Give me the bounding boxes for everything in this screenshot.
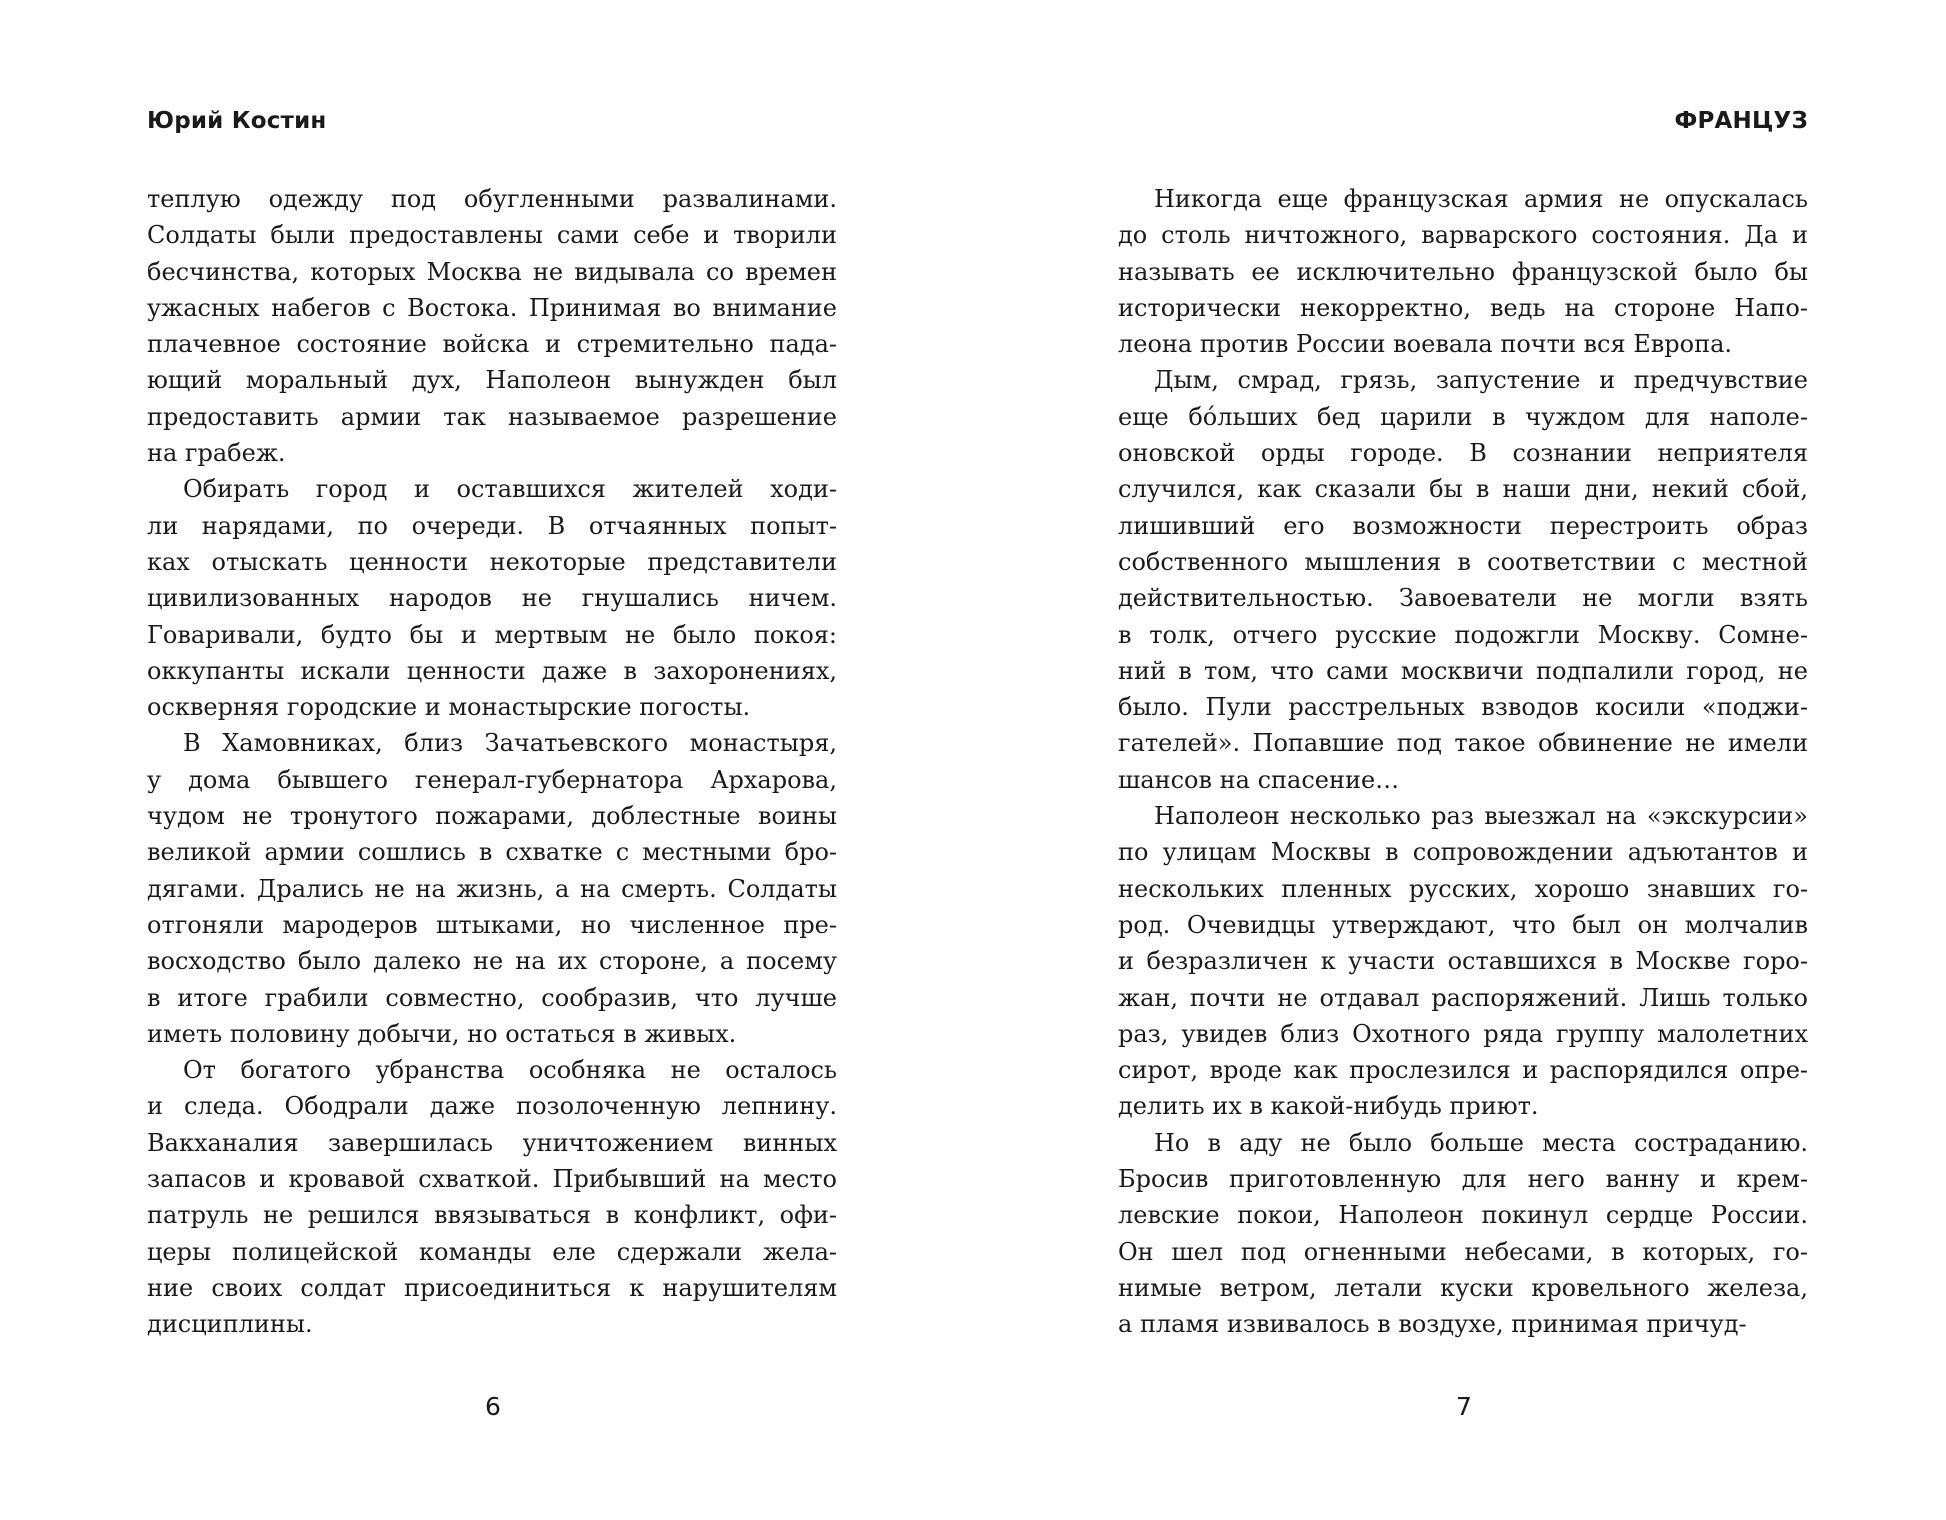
text-line: ющий моральный дух, Наполеон вынужден был <box>147 366 837 395</box>
paragraph <box>1118 1125 1808 1343</box>
text-line: Вакханалия завершилась уничтожением винных <box>147 1128 837 1157</box>
text-line: делить их в какой-нибудь приют. <box>1118 1092 1539 1121</box>
text-line: оновской орды городе. В сознании неприятеля <box>1118 439 1808 468</box>
text-line: жан, почти не отдавал распоряжений. Лишь только <box>1118 983 1808 1012</box>
text-line: предоставить армии так называемое разрешение <box>147 402 837 431</box>
text-line: собственного мышления в соответствии с местной <box>1118 547 1808 576</box>
text-line: нескольких пленных русских, хорошо знавших го- <box>1118 874 1808 903</box>
text-line: Но в аду не было больше места состраданию. <box>1154 1128 1808 1157</box>
text-line: было. Пули расстрельных взводов косили «поджи- <box>1118 693 1808 722</box>
paragraph <box>147 725 837 1052</box>
text-line: оккупанты искали ценности даже в захоронениях, <box>147 656 837 685</box>
text-line: и следа. Ободрали даже позолоченную лепнину. <box>147 1092 837 1121</box>
text-line: цивилизованных народов не гнушались ничем. <box>147 584 837 613</box>
paragraph <box>147 471 837 725</box>
text-line: Говаривали, будто бы и мертвым не было покоя: <box>147 620 837 649</box>
text-line: ках отыскать ценности некоторые представители <box>147 547 837 576</box>
text-line: нимые ветром, летали куски кровельного железа, <box>1118 1273 1808 1302</box>
left-text-block <box>147 181 837 1343</box>
text-line: ний в том, что сами москвичи подпалили город, не <box>1118 656 1808 685</box>
text-line: Солдаты были предоставлены сами себе и творили <box>147 221 837 250</box>
text-line: по улицам Москвы в сопровождении адъютантов и <box>1118 838 1808 867</box>
left-page <box>147 0 837 1520</box>
text-line: Наполеон несколько раз выезжал на «экскурсии» <box>1154 802 1808 831</box>
text-line: великой армии сошлись в схватке с местными бро- <box>147 838 837 867</box>
text-line: ние своих солдат присоединиться к нарушителям <box>147 1273 837 1302</box>
running-head-author: Юрий Костин <box>147 108 327 134</box>
text-line: сирот, вроде как прослезился и распорядился опре- <box>1118 1056 1808 1085</box>
paragraph <box>147 1052 837 1342</box>
text-line: отгоняли мародеров штыками, но численное пре- <box>147 910 837 939</box>
text-line: чудом не тронутого пожарами, доблестные воины <box>147 802 837 831</box>
text-line: и безразличен к участи оставшихся в Москве горо- <box>1118 947 1808 976</box>
text-line: От богатого убранства особняка не осталось <box>183 1056 837 1085</box>
text-line: оскверняя городские и монастырские погосты. <box>147 693 751 722</box>
text-line: на грабеж. <box>147 439 286 468</box>
text-line: в толк, отчего русские подожгли Москву. Сомне- <box>1118 620 1808 649</box>
paragraph <box>1118 362 1808 798</box>
text-line: Он шел под огненными небесами, в которых, го- <box>1118 1237 1808 1266</box>
text-line: бесчинства, которых Москва не видывала со времен <box>147 257 837 286</box>
text-line: леона против России воевала почти вся Европа. <box>1118 330 1733 359</box>
text-line: ли нарядами, по очереди. В отчаянных попыт- <box>147 511 837 540</box>
text-line: Дым, смрад, грязь, запустение и предчувствие <box>1154 366 1808 395</box>
text-line: дисциплины. <box>147 1310 313 1339</box>
text-line: ужасных набегов с Востока. Принимая во внимание <box>147 293 837 322</box>
paragraph <box>1118 181 1808 362</box>
right-text-block <box>1118 181 1808 1343</box>
text-line: Бросив приготовленную для него ванну и крем- <box>1118 1165 1808 1194</box>
text-line: патруль не решился ввязываться в конфликт, офи- <box>147 1201 837 1230</box>
running-head-title: ФРАНЦУЗ <box>1674 108 1808 134</box>
text-line: В Хамовниках, близ Зачатьевского монастыря, <box>183 729 837 758</box>
text-line: в итоге грабили совместно, сообразив, что лучше <box>147 983 837 1012</box>
text-line: восходство было далеко не на их стороне, а посему <box>147 947 837 976</box>
text-line: Никогда еще французская армия не опускалась <box>1154 185 1808 213</box>
text-line: у дома бывшего генерал-губернатора Архарова, <box>147 765 837 794</box>
text-line: исторически некорректно, ведь на стороне Напо- <box>1118 293 1808 322</box>
text-line: еще бóльших бед царили в чуждом для наполе- <box>1118 402 1808 431</box>
text-line: гателей». Попавшие под такое обвинение не имели <box>1118 729 1808 758</box>
text-line: а пламя извивалось в воздухе, принимая причуд- <box>1118 1310 1747 1339</box>
text-line: дягами. Дрались не на жизнь, а на смерть. Солдаты <box>147 874 837 903</box>
text-line: лишивший его возможности перестроить образ <box>1118 511 1808 540</box>
page-number: 7 <box>1456 1392 1472 1421</box>
text-line: род. Очевидцы утверждают, что был он молчалив <box>1118 910 1808 939</box>
paragraph <box>147 181 837 471</box>
text-line: действительностью. Завоеватели не могли взять <box>1118 584 1808 613</box>
text-line: плачевное состояние войска и стремительно пада- <box>147 330 837 359</box>
text-line: шансов на спасение… <box>1118 765 1400 794</box>
text-line: Обирать город и оставшихся жителей ходи- <box>183 475 837 504</box>
text-line: до столь ничтожного, варварского состояния. Да и <box>1118 221 1808 250</box>
right-page <box>1118 0 1808 1520</box>
text-line: называть ее исключительно французской было бы <box>1118 257 1808 286</box>
text-line: запасов и кровавой схваткой. Прибывший на место <box>147 1165 837 1194</box>
text-line: иметь половину добычи, но остаться в живых. <box>147 1019 737 1048</box>
text-line: случился, как сказали бы в наши дни, некий сбой, <box>1118 475 1808 504</box>
text-line: церы полицейской команды еле сдержали жела- <box>147 1237 837 1266</box>
text-line: раз, увидев близ Охотного ряда группу малолетних <box>1118 1019 1808 1048</box>
text-line: левские покои, Наполеон покинул сердце России. <box>1118 1201 1808 1230</box>
paragraph <box>1118 798 1808 1125</box>
text-line: теплую одежду под обугленными развалинами. <box>147 185 837 213</box>
page-number: 6 <box>485 1392 501 1421</box>
